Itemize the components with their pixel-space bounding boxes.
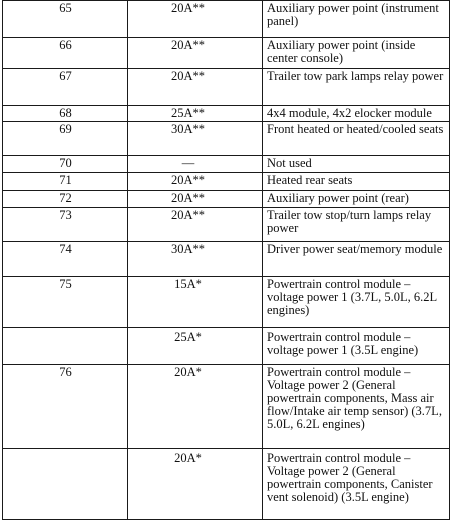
fuse-description: Front heated or heated/cooled seats xyxy=(263,122,450,156)
table-row xyxy=(3,277,450,328)
fuse-description: Auxiliary power point (instrument panel) xyxy=(263,1,450,38)
table-row xyxy=(3,449,450,520)
fuse-amperage: 30A** xyxy=(128,122,263,156)
table-row xyxy=(3,173,450,191)
fuse-description: Not used xyxy=(263,156,450,173)
fuse-number: 74 xyxy=(3,242,128,277)
fuse-number: 66 xyxy=(3,38,128,69)
fuse-amperage: 20A** xyxy=(128,173,263,191)
fuse-amperage: 20A* xyxy=(128,449,263,520)
fuse-number: 73 xyxy=(3,208,128,242)
fuse-number: 70 xyxy=(3,156,128,173)
table-row xyxy=(3,156,450,173)
fuse-number xyxy=(3,328,128,365)
fuse-description: Heated rear seats xyxy=(263,173,450,191)
fuse-description: 4x4 module, 4x2 elocker module xyxy=(263,106,450,122)
fuse-description: Powertrain control module – Voltage power 2 (General powertrain components, Mass air flow/Intake air temp sensor) (3.7L, 5.0L, 6.2L engines) xyxy=(263,365,450,449)
table-row xyxy=(3,328,450,365)
table-row xyxy=(3,208,450,242)
fuse-description: Powertrain control module – voltage power 1 (3.7L, 5.0L, 6.2L engines) xyxy=(263,277,450,328)
fuse-amperage: 25A** xyxy=(128,106,263,122)
fuse-number: 67 xyxy=(3,69,128,106)
fuse-amperage: 20A** xyxy=(128,69,263,106)
fuse-number: 76 xyxy=(3,365,128,449)
fuse-number: 65 xyxy=(3,1,128,38)
table-row xyxy=(3,106,450,122)
fuse-table xyxy=(2,0,450,520)
fuse-amperage: 15A* xyxy=(128,277,263,328)
fuse-description: Auxiliary power point (inside center console) xyxy=(263,38,450,69)
fuse-number: 72 xyxy=(3,191,128,208)
fuse-amperage: — xyxy=(128,156,263,173)
table-row xyxy=(3,122,450,156)
fuse-amperage: 20A** xyxy=(128,191,263,208)
fuse-description: Driver power seat/memory module xyxy=(263,242,450,277)
fuse-amperage: 20A* xyxy=(128,365,263,449)
fuse-amperage: 20A** xyxy=(128,208,263,242)
fuse-description: Trailer tow park lamps relay power xyxy=(263,69,450,106)
fuse-amperage: 25A* xyxy=(128,328,263,365)
fuse-description: Trailer tow stop/turn lamps relay power xyxy=(263,208,450,242)
fuse-amperage: 20A** xyxy=(128,1,263,38)
table-row xyxy=(3,1,450,38)
fuse-description: Auxiliary power point (rear) xyxy=(263,191,450,208)
fuse-number: 71 xyxy=(3,173,128,191)
table-row xyxy=(3,38,450,69)
table-row xyxy=(3,242,450,277)
fuse-amperage: 30A** xyxy=(128,242,263,277)
table-row xyxy=(3,69,450,106)
fuse-description: Powertrain control module – Voltage power 2 (General powertrain components, Canister vent solenoid) (3.5L engine) xyxy=(263,449,450,520)
fuse-number: 68 xyxy=(3,106,128,122)
fuse-amperage: 20A** xyxy=(128,38,263,69)
table-row xyxy=(3,365,450,449)
fuse-number xyxy=(3,449,128,520)
fuse-number: 75 xyxy=(3,277,128,328)
fuse-number: 69 xyxy=(3,122,128,156)
fuse-description: Powertrain control module – voltage power 1 (3.5L engine) xyxy=(263,328,450,365)
table-row xyxy=(3,191,450,208)
